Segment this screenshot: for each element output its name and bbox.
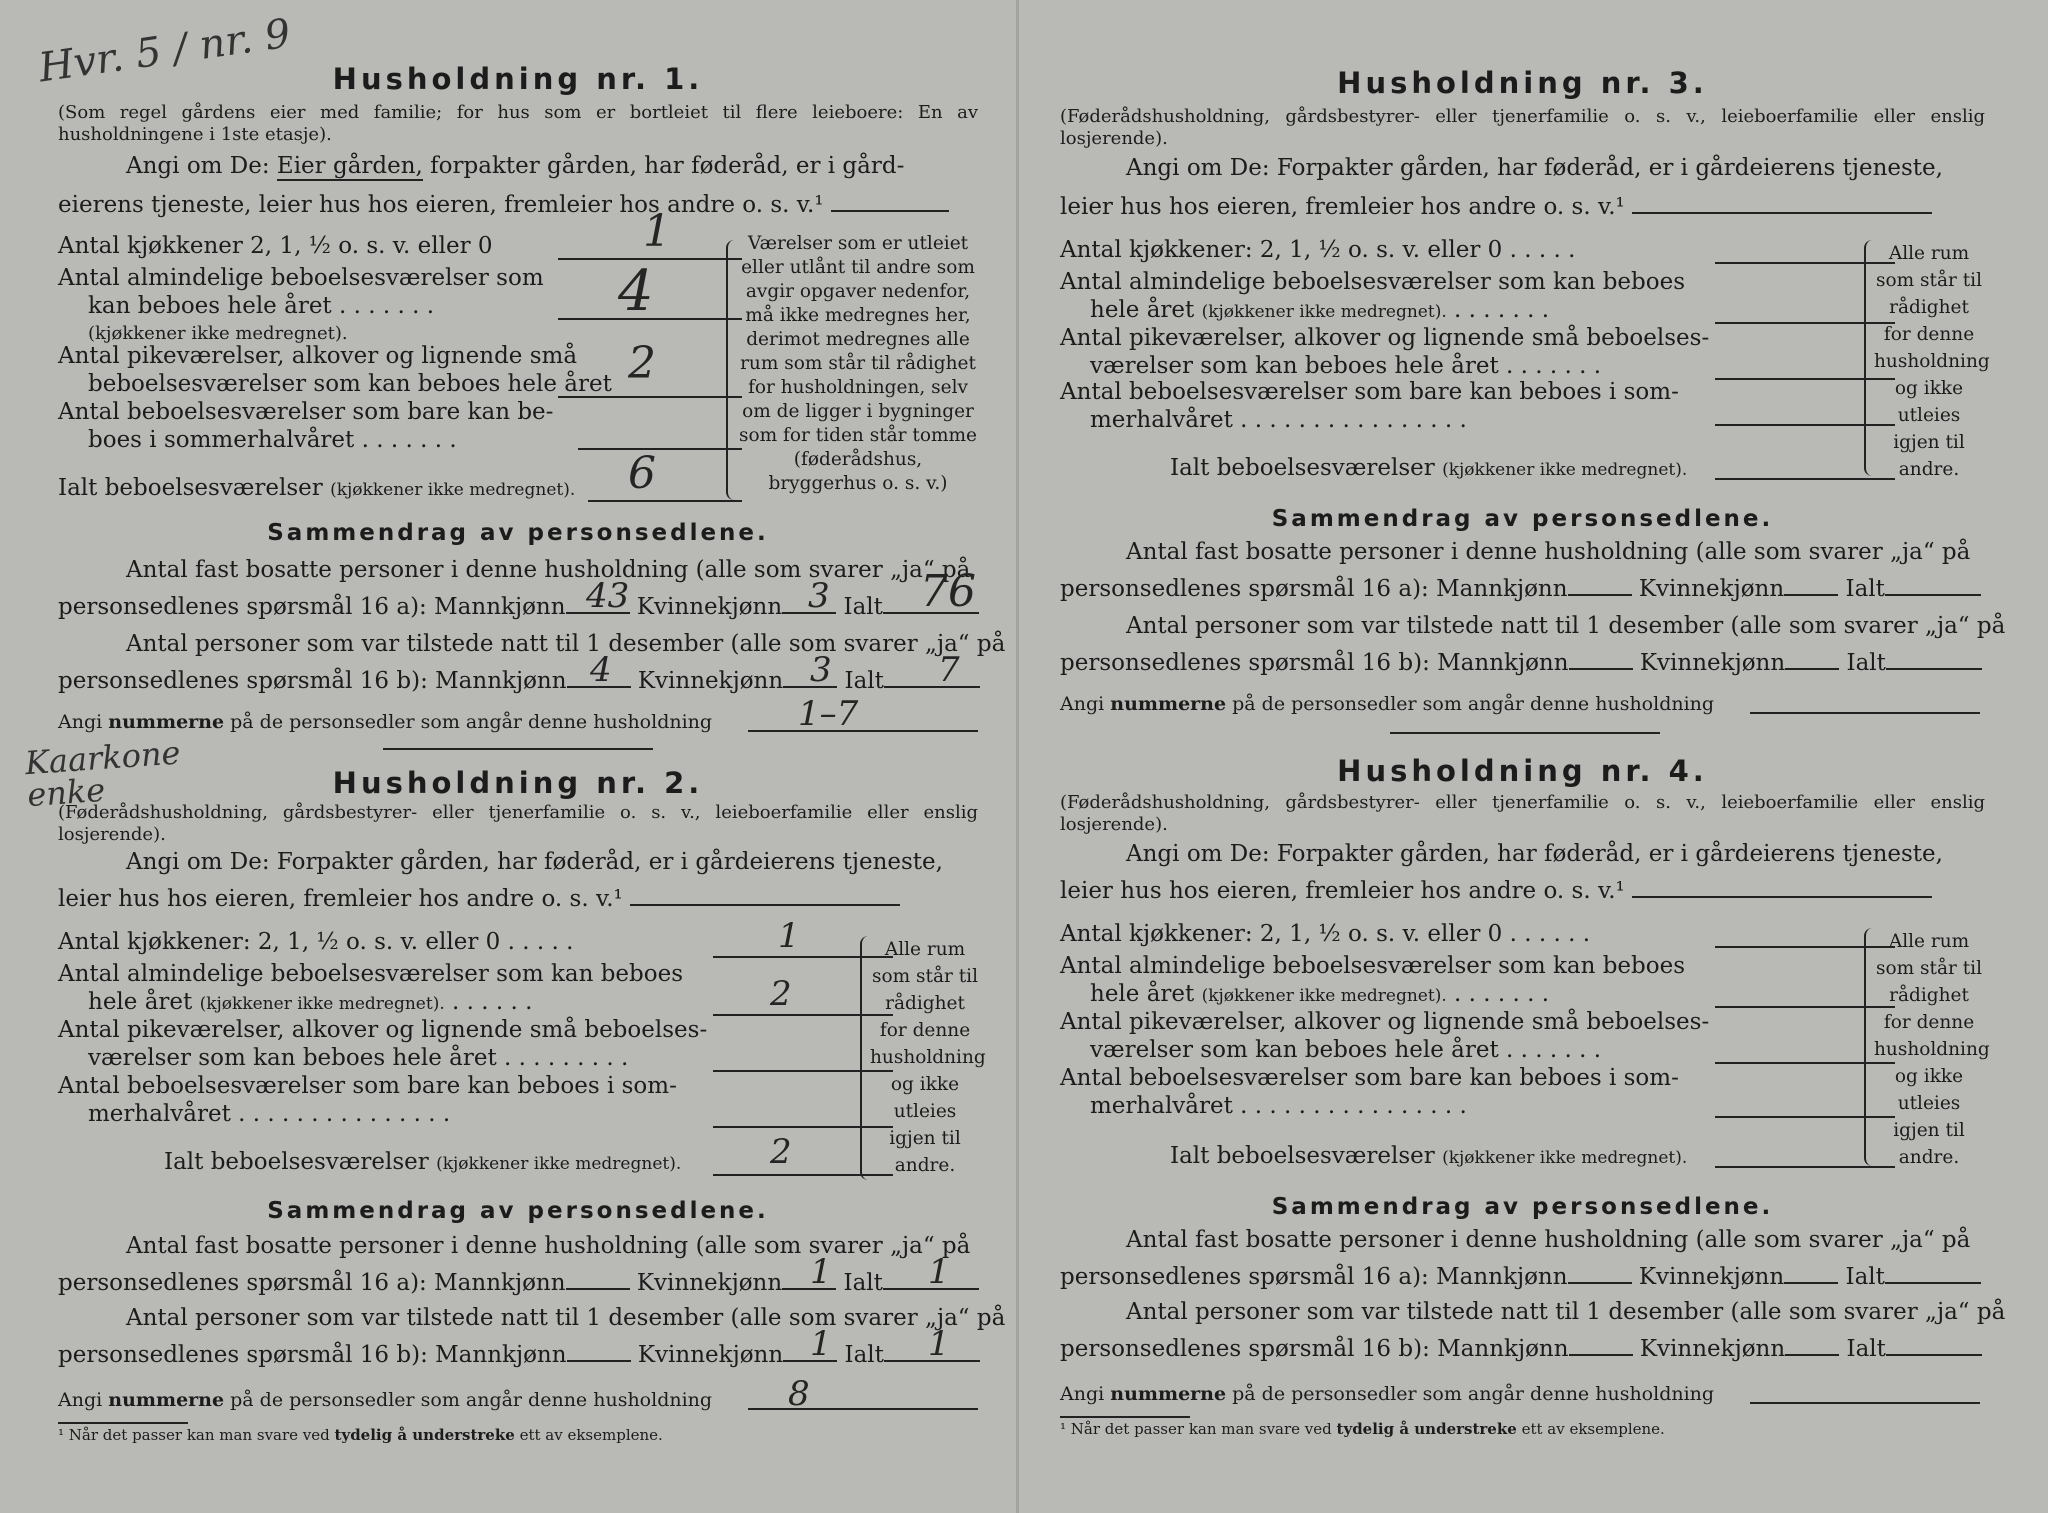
tilstede-line-2 <box>1060 1334 1985 1363</box>
pike-value: 2 <box>628 338 656 389</box>
tilstede-line-1: Antal personer som var tilstede natt til 1 desember (alle som svarer „ja“ på <box>126 631 1006 657</box>
footnote <box>58 1426 663 1444</box>
fast-line-2 <box>58 1268 978 1297</box>
alm-value: 4 <box>618 259 654 324</box>
til-ialt-value: 1 <box>928 1324 950 1364</box>
fast-mann-field[interactable] <box>1568 1262 1632 1284</box>
fast-ialt-label: Ialt <box>843 1270 883 1296</box>
ialt-field[interactable] <box>1715 1166 1895 1168</box>
sommer-row-2: merhalvåret . . . . . . . . . . . . . . . . <box>1090 407 1467 433</box>
margin-note-left: Kaarkone enke <box>23 733 182 815</box>
household-separator <box>1390 732 1660 734</box>
angi-line-1: Angi om De: Forpakter gården, har føderåd, er i gårdeierens tjeneste, <box>1126 841 1943 867</box>
ialt-value: 2 <box>770 1132 792 1172</box>
footnote-rule <box>58 1422 188 1424</box>
fast-ialt-label: Ialt <box>843 594 883 620</box>
fast-kvinne-label: Kvinnekjønn <box>636 594 783 620</box>
angi-label: Angi om De: <box>126 153 270 179</box>
til-mann-field[interactable] <box>1569 1334 1633 1356</box>
fast-line-2 <box>1060 1262 1985 1291</box>
household-subtitle: (Føderådshusholdning, gårdsbestyrer- eller tjenerfamilie o. s. v., leieboerfamilie eller enslig losjerende). <box>1060 792 1985 835</box>
alm-value: 2 <box>770 974 792 1014</box>
til-ialt-label: Ialt <box>1846 650 1886 676</box>
kjokken-label: Antal kjøkkener: 2, 1, ½ o. s. v. eller 0 <box>1060 237 1503 263</box>
nummer-c: på de personsedler som angår denne husholdning <box>230 711 713 733</box>
til-ialt-field[interactable] <box>1886 1334 1982 1356</box>
nummer-field[interactable] <box>1750 1402 1980 1404</box>
fast-ialt-field[interactable] <box>1885 1262 1981 1284</box>
fast-line-2 <box>58 592 978 621</box>
household-separator <box>383 748 653 750</box>
nummer-c: på de personsedler som angår denne husholdning <box>230 1389 713 1411</box>
fast-line-1: Antal fast bosatte personer i denne husholdning (alle som svarer „ja“ på <box>126 557 971 583</box>
ialt-label: Ialt beboelsesværelser <box>1170 455 1435 481</box>
til-kvinne-label: Kvinnekjønn <box>1639 1336 1786 1362</box>
pike-label: Antal pikeværelser, alkover og lignende små <box>58 343 578 369</box>
household-3 <box>1060 0 2006 720</box>
alm-note: (kjøkkener ikke medregnet). <box>199 994 445 1014</box>
kjokken-value: 1 <box>643 206 671 257</box>
angi-line-2-text: leier hus hos eieren, fremleier hos andre o. s. v.¹ <box>1060 194 1625 220</box>
til-kvinne-field[interactable] <box>1785 648 1839 670</box>
til-ialt-field[interactable] <box>1886 648 1982 670</box>
tilstede-line-2 <box>58 1340 978 1369</box>
tilstede-line-2 <box>1060 648 1985 677</box>
tilstede-line-1: Antal personer som var tilstede natt til 1 desember (alle som svarer „ja“ på <box>1126 1299 2006 1325</box>
sommer-row-2: merhalvåret . . . . . . . . . . . . . . . . <box>1090 1093 1467 1119</box>
til-kvinne-label: Kvinnekjønn <box>637 1342 784 1368</box>
sommer-row-2: merhalvåret . . . . . . . . . . . . . . . <box>88 1101 451 1127</box>
household-title: Husholdning nr. 2. <box>332 766 704 800</box>
ialt-note: (kjøkkener ikke medregnet). <box>330 480 576 500</box>
til-kvinne-label: Kvinnekjønn <box>1639 650 1786 676</box>
pike-label-2: værelser som kan beboes hele året <box>1090 353 1499 379</box>
fast-mann-label: personsedlenes spørsmål 16 a): Mannkjønn <box>1060 576 1568 602</box>
til-mann-value: 4 <box>590 650 612 690</box>
til-mann-field[interactable] <box>1569 648 1633 670</box>
nummer-c: på de personsedler som angår denne husholdning <box>1232 693 1715 715</box>
angi-line-1 <box>58 152 1046 180</box>
alm-note: (kjøkkener ikke medregnet). <box>1201 302 1447 322</box>
angi-blank[interactable] <box>831 190 949 212</box>
side-note: Alle rum som står til rådighet for denne husholdning og ikke utleies igjen til andre. <box>870 939 986 1176</box>
alm-label-2: kan beboes hele året <box>88 293 332 319</box>
footnote <box>1060 1420 1665 1438</box>
sommer-label: Antal beboelsesværelser som bare kan be- <box>58 399 554 425</box>
footnote-b: tydelig å understreke <box>334 1426 515 1444</box>
fast-mann-field[interactable] <box>566 1268 630 1290</box>
household-title: Husholdning nr. 3. <box>1337 66 1708 100</box>
pike-label-2: værelser som kan beboes hele året <box>88 1045 497 1071</box>
household-title: Husholdning nr. 4. <box>1337 754 1708 788</box>
angi-line-2 <box>1060 876 1985 905</box>
household-subtitle: (Som regel gårdens eier med familie; for hus som er bortleiet til flere leieboere: En av husholdningene i 1ste etasje). <box>58 102 978 145</box>
eier-underlined: Eier gården, <box>276 153 423 179</box>
angi-line-1: Angi om De: Forpakter gården, har føderåd, er i gårdeierens tjeneste, <box>1126 155 1943 181</box>
sommer-row-1: Antal beboelsesværelser som bare kan beboes i som- <box>58 1073 677 1099</box>
margin-note-top-left: Hvr. 5 / nr. 9 <box>36 10 294 92</box>
angi-line-1: Angi om De: Forpakter gården, har føderåd, er i gårdeierens tjeneste, <box>126 849 943 875</box>
kjokken-label: Antal kjøkkener: 2, 1, ½ o. s. v. eller 0 <box>58 929 501 955</box>
angi-line-2-text: leier hus hos eieren, fremleier hos andre o. s. v.¹ <box>1060 878 1625 904</box>
nummer-a: Angi <box>1060 693 1105 715</box>
fast-kvinne-value: 1 <box>810 1252 832 1292</box>
alm-note: (kjøkkener ikke medregnet). <box>1201 986 1447 1006</box>
household-title: Husholdning nr. 1. <box>332 62 704 96</box>
fast-ialt-label: Ialt <box>1845 576 1885 602</box>
angi-line-2 <box>58 190 978 219</box>
til-ialt-value: 7 <box>938 650 960 690</box>
alm-row-1: Antal almindelige beboelsesværelser som kan beboes <box>58 961 684 987</box>
fast-ialt-field[interactable] <box>1885 574 1981 596</box>
fast-kvinne-field[interactable] <box>1784 574 1838 596</box>
right-page <box>1060 0 2006 1513</box>
til-mann-label: personsedlenes spørsmål 16 b): Mannkjønn <box>58 1342 567 1368</box>
angi-line-2-text: leier hus hos eieren, fremleier hos andre o. s. v.¹ <box>58 886 623 912</box>
pike-row-2: værelser som kan beboes hele året . . . . . . . <box>1090 1037 1602 1063</box>
kjokken-row: Antal kjøkkener: 2, 1, ½ o. s. v. eller 0 . . . . . <box>58 929 574 955</box>
fast-kvinne-value: 3 <box>808 576 830 616</box>
household-4 <box>1060 750 2006 1450</box>
sommer-label-2: boes i sommerhalvåret <box>88 427 355 453</box>
angi-blank[interactable] <box>1632 192 1932 214</box>
sommer-row-2: boes i sommerhalvåret . . . . . . . <box>88 427 457 453</box>
page-fold <box>1016 0 1019 1513</box>
alm-row-2: hele året (kjøkkener ikke medregnet). . . . . . . . <box>1090 297 1550 323</box>
angi-blank[interactable] <box>1632 876 1932 898</box>
ialt-label: Ialt beboelsesværelser <box>164 1149 429 1175</box>
ialt-value: 6 <box>628 448 656 499</box>
angi-blank[interactable] <box>630 884 900 906</box>
sammendrag-heading: Sammendrag av personsedlene. <box>1271 506 1774 532</box>
sommer-field[interactable] <box>578 448 742 450</box>
sammendrag-heading: Sammendrag av personsedlene. <box>1271 1194 1774 1220</box>
fast-mann-value: 43 <box>586 576 630 616</box>
alm-row-1: Antal almindelige beboelsesværelser som kan beboes <box>1060 269 1686 295</box>
til-ialt-label: Ialt <box>844 668 884 694</box>
fast-ialt-value: 1 <box>928 1252 950 1292</box>
pike-row-1: Antal pikeværelser, alkover og lignende små beboelses- <box>1060 325 1710 351</box>
ialt-note: (kjøkkener ikke medregnet). <box>436 1154 682 1174</box>
footnote-rule <box>1060 1416 1190 1418</box>
ialt-field[interactable] <box>588 500 742 502</box>
side-note: Værelser som er utleiet eller utlånt til andre som avgir opgaver nedenfor, må ikke medregnes her, derimot medregnes alle rum som står til rådighet for husholdningen, selv om de ligger i bygninger som for tiden står tomme (føderådshus, bryggerhus o. s. v.) <box>739 233 977 494</box>
kjokken-value: 1 <box>778 916 800 956</box>
household-subtitle: (Føderådshusholdning, gårdsbestyrer- eller tjenerfamilie o. s. v., leieboerfamilie eller enslig losjerende). <box>1060 106 1985 149</box>
ialt-label: Ialt beboelsesværelser <box>58 475 323 501</box>
side-note: Alle rum som står til rådighet for denne husholdning og ikke utleies igjen til andre. <box>1874 931 1990 1168</box>
angi-line-2 <box>58 884 978 913</box>
sommer-row-1: Antal beboelsesværelser som bare kan beboes i som- <box>1060 379 1679 405</box>
footnote-b: tydelig å understreke <box>1336 1420 1517 1438</box>
left-page <box>58 0 1006 1513</box>
fast-kvinne-label: Kvinnekjønn <box>636 1270 783 1296</box>
angi-line-2-text: eierens tjeneste, leier hus hos eieren, fremleier hos andre o. s. v.¹ <box>58 192 824 218</box>
til-mann-field[interactable] <box>567 1340 631 1362</box>
fast-mann-label: personsedlenes spørsmål 16 a): Mannkjønn <box>58 1270 566 1296</box>
sommer-label-2: merhalvåret <box>88 1101 231 1127</box>
fast-mann-label: personsedlenes spørsmål 16 a): Mannkjønn <box>1060 1264 1568 1290</box>
sommer-row-1: Antal beboelsesværelser som bare kan beboes i som- <box>1060 1065 1679 1091</box>
kjokken-row: Antal kjøkkener: 2, 1, ½ o. s. v. eller 0 . . . . . . <box>1060 921 1591 947</box>
nummer-field[interactable] <box>1750 712 1980 714</box>
alm-label: Antal almindelige beboelsesværelser som <box>58 265 544 291</box>
pike-row-1: Antal pikeværelser, alkover og lignende små beboelses- <box>1060 1009 1710 1035</box>
fast-line-2 <box>1060 574 1985 603</box>
nummer-a: Angi <box>58 711 103 733</box>
nummer-b: nummerne <box>108 711 225 733</box>
fast-mann-label: personsedlenes spørsmål 16 a): Mannkjønn <box>58 594 566 620</box>
sammendrag-heading: Sammendrag av personsedlene. <box>267 520 769 546</box>
til-ialt-label: Ialt <box>844 1342 884 1368</box>
alm-label-2: hele året <box>1090 981 1195 1007</box>
nummer-c: på de personsedler som angår denne husholdning <box>1232 1383 1715 1405</box>
tilstede-line-2 <box>58 666 978 695</box>
til-ialt-field[interactable] <box>884 666 980 688</box>
sammendrag-heading: Sammendrag av personsedlene. <box>267 1198 769 1224</box>
sommer-label-2: merhalvåret <box>1090 1093 1233 1119</box>
alm-note: (kjøkkener ikke medregnet). <box>88 323 348 344</box>
pike-label-2: værelser som kan beboes hele året <box>1090 1037 1499 1063</box>
alm-label-2: hele året <box>88 989 193 1015</box>
nummer-b: nummerne <box>108 1389 225 1411</box>
fast-ialt-value: 76 <box>920 566 976 617</box>
til-mann-label: personsedlenes spørsmål 16 b): Mannkjønn <box>1060 1336 1569 1362</box>
footnote-c: ett av eksemplene. <box>519 1426 663 1444</box>
angi-rest: forpakter gården, har føderåd, er i gård- <box>430 153 905 179</box>
nummer-value: 1–7 <box>798 694 859 734</box>
ialt-note: (kjøkkener ikke medregnet). <box>1442 460 1688 480</box>
angi-line-2 <box>1060 192 1985 221</box>
fast-ialt-label: Ialt <box>1845 1264 1885 1290</box>
til-mann-label: personsedlenes spørsmål 16 b): Mannkjønn <box>58 668 567 694</box>
footnote-c: ett av eksemplene. <box>1521 1420 1665 1438</box>
fast-line-1: Antal fast bosatte personer i denne husholdning (alle som svarer „ja“ på <box>1126 1227 1971 1253</box>
fast-line-1: Antal fast bosatte personer i denne husholdning (alle som svarer „ja“ på <box>1126 539 1971 565</box>
tilstede-line-1: Antal personer som var tilstede natt til 1 desember (alle som svarer „ja“ på <box>126 1305 1006 1331</box>
pike-row-2: værelser som kan beboes hele året . . . . . . . . . <box>88 1045 629 1071</box>
til-kvinne-value: 3 <box>810 650 832 690</box>
pike-row-1: Antal pikeværelser, alkover og lignende små beboelses- <box>58 1017 708 1043</box>
fast-mann-field[interactable] <box>1568 574 1632 596</box>
til-kvinne-label: Kvinnekjønn <box>637 668 784 694</box>
nummer-b: nummerne <box>1110 1383 1227 1405</box>
side-note: Alle rum som står til rådighet for denne husholdning og ikke utleies igjen til andre. <box>1874 243 1990 480</box>
fast-kvinne-label: Kvinnekjønn <box>1638 576 1785 602</box>
til-mann-label: personsedlenes spørsmål 16 b): Mannkjønn <box>1060 650 1569 676</box>
ialt-note: (kjøkkener ikke medregnet). <box>1442 1148 1688 1168</box>
alm-label-2: hele året <box>1090 297 1195 323</box>
household-2 <box>58 760 1006 1460</box>
kjokken-label: Antal kjøkkener 2, 1, ½ o. s. v. eller 0 <box>58 233 493 259</box>
pike-label-2: beboelsesværelser som kan beboes hele året <box>88 371 612 397</box>
footnote-a: ¹ Når det passer kan man svare ved <box>1060 1420 1332 1438</box>
household-1 <box>58 0 1006 760</box>
fast-kvinne-label: Kvinnekjønn <box>1638 1264 1785 1290</box>
ialt-field[interactable] <box>1715 478 1895 480</box>
til-ialt-label: Ialt <box>1846 1336 1886 1362</box>
nummer-b: nummerne <box>1110 693 1227 715</box>
household-subtitle: (Føderådshusholdning, gårdsbestyrer- eller tjenerfamilie o. s. v., leieboerfamilie eller enslig losjerende). <box>58 802 978 845</box>
nummer-a: Angi <box>1060 1383 1105 1405</box>
sommer-label-2: merhalvåret <box>1090 407 1233 433</box>
alm-row-1: Antal almindelige beboelsesværelser som kan beboes <box>1060 953 1686 979</box>
nummer-field[interactable] <box>748 730 978 732</box>
til-kvinne-field[interactable] <box>1785 1334 1839 1356</box>
kjokken-row: Antal kjøkkener: 2, 1, ½ o. s. v. eller 0 . . . . . <box>1060 237 1576 263</box>
footnote-a: ¹ Når det passer kan man svare ved <box>58 1426 330 1444</box>
fast-line-1: Antal fast bosatte personer i denne husholdning (alle som svarer „ja“ på <box>126 1233 971 1259</box>
fast-kvinne-field[interactable] <box>1784 1262 1838 1284</box>
alm-row-2: hele året (kjøkkener ikke medregnet). . . . . . . <box>88 989 533 1015</box>
nummer-a: Angi <box>58 1389 103 1411</box>
nummer-field[interactable] <box>748 1408 978 1410</box>
alm-row-2: hele året (kjøkkener ikke medregnet). . . . . . . . <box>1090 981 1550 1007</box>
nummer-value: 8 <box>788 1374 810 1414</box>
alm-row-2: kan beboes hele året . . . . . . . <box>88 293 435 319</box>
ialt-label: Ialt beboelsesværelser <box>1170 1143 1435 1169</box>
til-kvinne-value: 1 <box>810 1324 832 1364</box>
tilstede-line-1: Antal personer som var tilstede natt til 1 desember (alle som svarer „ja“ på <box>1126 613 2006 639</box>
pike-row-2: værelser som kan beboes hele året . . . . . . . <box>1090 353 1602 379</box>
kjokken-label: Antal kjøkkener: 2, 1, ½ o. s. v. eller 0 <box>1060 921 1503 947</box>
